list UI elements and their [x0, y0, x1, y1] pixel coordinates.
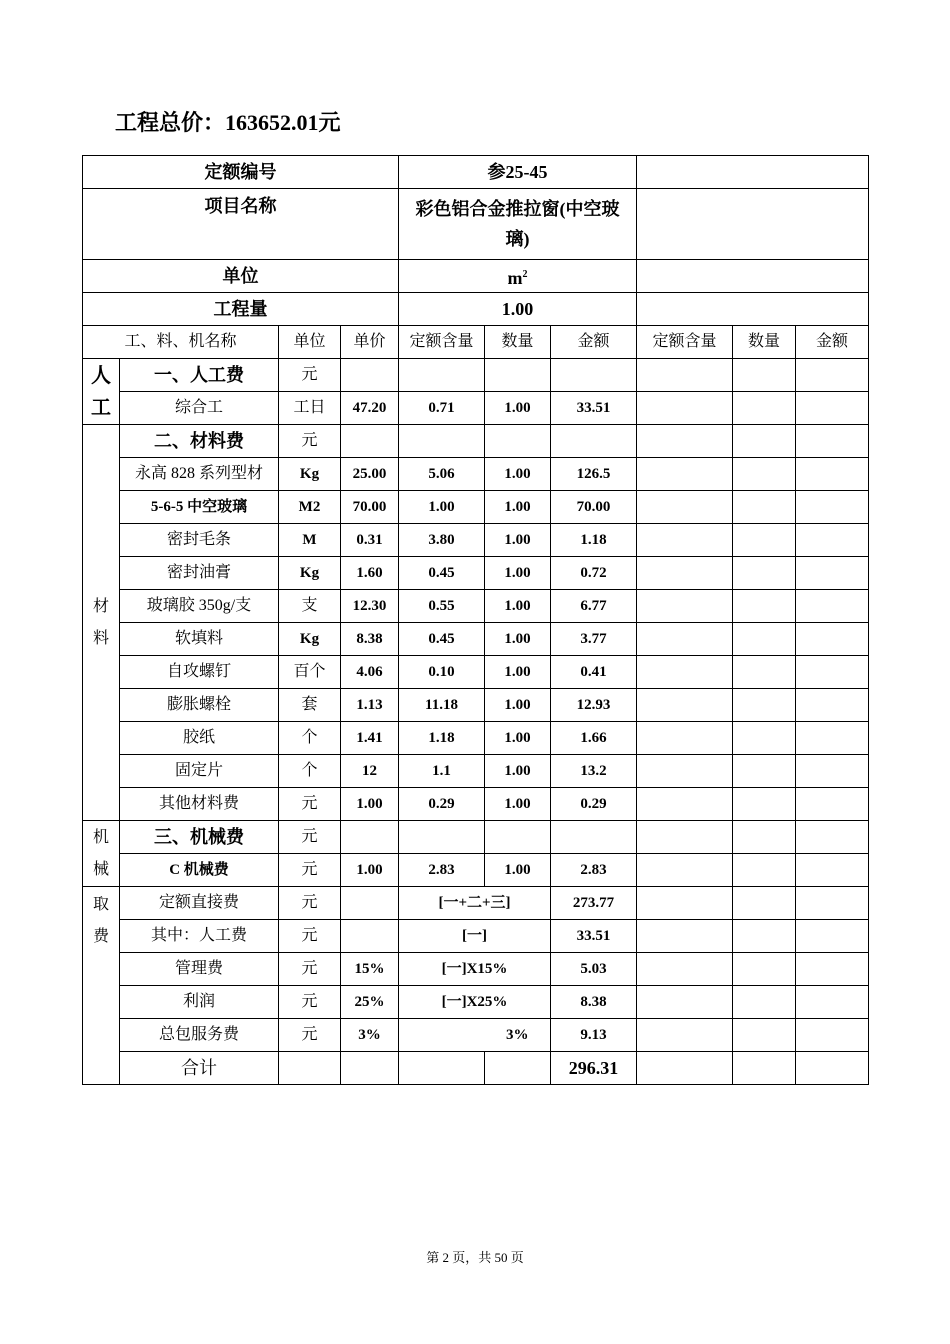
col-header-name: 工、料、机名称: [83, 326, 279, 359]
row-quota: 0.45: [399, 623, 485, 656]
quota-code-value: 参25-45: [399, 156, 637, 189]
row-name: 自攻螺钉: [120, 656, 279, 689]
row-qty: 1.00: [485, 458, 551, 491]
row-price: 12: [341, 755, 399, 788]
table-row: [83, 689, 869, 722]
table-row: [83, 887, 869, 920]
fees-side-2: 费: [92, 928, 109, 945]
row-price: 8.38: [341, 623, 399, 656]
total-unit: 元: [318, 111, 341, 136]
row-amount: 33.51: [551, 392, 637, 425]
table-row: [83, 458, 869, 491]
row-quota: 11.18: [399, 689, 485, 722]
total-amount: 163652.01: [225, 110, 319, 135]
row-price: 3%: [341, 1019, 399, 1052]
table-row: [83, 590, 869, 623]
row-unit: Kg: [279, 557, 341, 590]
row-quota: 1.00: [399, 491, 485, 524]
col-header-quota: 定额含量: [399, 326, 485, 359]
row-unit: 元: [279, 854, 341, 887]
row-amount: 8.38: [551, 986, 637, 1019]
item-name-row: [83, 189, 869, 260]
empty-cell: [637, 293, 869, 326]
machine-section-title: 三、机械费: [120, 821, 279, 854]
row-price: [341, 887, 399, 920]
row-name: 总包服务费: [120, 1019, 279, 1052]
table-row: [83, 656, 869, 689]
table-row: [83, 986, 869, 1019]
row-amount: 126.5: [551, 458, 637, 491]
row-name: 软填料: [120, 623, 279, 656]
row-unit: 元: [279, 1019, 341, 1052]
material-side-label: [83, 425, 120, 821]
row-amount: 0.72: [551, 557, 637, 590]
row-price: 1.13: [341, 689, 399, 722]
row-name: 固定片: [120, 755, 279, 788]
row-name: 综合工: [120, 392, 279, 425]
fees-side-label: [83, 887, 120, 1085]
row-name: 玻璃胶 350g/支: [120, 590, 279, 623]
table-row: [83, 788, 869, 821]
table-row: [83, 920, 869, 953]
row-amount: 6.77: [551, 590, 637, 623]
row-qty: 3%: [485, 1019, 551, 1052]
row-amount: 3.77: [551, 623, 637, 656]
row-price: 4.06: [341, 656, 399, 689]
row-amount: 33.51: [551, 920, 637, 953]
table-row: [83, 722, 869, 755]
unit-value-base: m: [507, 267, 523, 288]
machine-side-1: 机: [92, 828, 109, 846]
item-name-value: 彩色铝合金推拉窗(中空玻璃): [399, 189, 637, 260]
row-price: 25%: [341, 986, 399, 1019]
row-quota: 3.80: [399, 524, 485, 557]
row-name: C 机械费: [120, 854, 279, 887]
col-header-quota-2: 定额含量: [637, 326, 733, 359]
row-amount: 5.03: [551, 953, 637, 986]
machine-side-2: 械: [92, 860, 109, 878]
row-qty: 1.00: [485, 689, 551, 722]
row-unit: 元: [279, 986, 341, 1019]
col-header-amount-2: 金额: [796, 326, 869, 359]
row-quota: 0.45: [399, 557, 485, 590]
quota-code-label: 定额编号: [83, 156, 399, 189]
empty-cell: [637, 189, 869, 260]
row-amount: 0.41: [551, 656, 637, 689]
row-unit: 元: [279, 920, 341, 953]
row-quota: 1.1: [399, 755, 485, 788]
row-unit: 个: [279, 755, 341, 788]
row-qty: 1.00: [485, 557, 551, 590]
col-header-unit: 单位: [279, 326, 341, 359]
table-row: [83, 854, 869, 887]
row-formula: [一]X25%: [399, 986, 551, 1019]
row-price: 1.60: [341, 557, 399, 590]
table-row: [83, 623, 869, 656]
row-unit: 工日: [279, 392, 341, 425]
row-unit: 百个: [279, 656, 341, 689]
row-amount: 12.93: [551, 689, 637, 722]
labor-side-label: [83, 359, 120, 425]
row-name: 密封油膏: [120, 557, 279, 590]
fees-side-1: 取: [92, 896, 109, 913]
row-formula: [一]: [399, 920, 551, 953]
unit-label: 单位: [83, 260, 399, 293]
table-row: [83, 953, 869, 986]
row-name: 其他材料费: [120, 788, 279, 821]
row-formula: [一+二+三]: [399, 887, 551, 920]
row-unit: 元: [279, 788, 341, 821]
labor-side-2: 工: [91, 396, 111, 419]
column-header-row: [83, 326, 869, 359]
row-unit: 套: [279, 689, 341, 722]
table-row: [83, 557, 869, 590]
labor-section-title: 一、人工费: [120, 359, 279, 392]
row-qty: 1.00: [485, 854, 551, 887]
row-quota: 0.71: [399, 392, 485, 425]
machine-section-unit: 元: [279, 821, 341, 854]
row-name: 胶纸: [120, 722, 279, 755]
row-price: 70.00: [341, 491, 399, 524]
row-unit: 元: [279, 887, 341, 920]
row-name: 利润: [120, 986, 279, 1019]
row-name: 5-6-5 中空玻璃: [120, 491, 279, 524]
row-unit: 支: [279, 590, 341, 623]
empty-cell: [637, 156, 869, 189]
empty-cell: [637, 260, 869, 293]
table-row: [83, 524, 869, 557]
row-price: [341, 920, 399, 953]
unit-value: [399, 260, 637, 293]
row-qty: 1.00: [485, 524, 551, 557]
row-amount: 13.2: [551, 755, 637, 788]
col-header-price: 单价: [341, 326, 399, 359]
row-qty: 1.00: [485, 623, 551, 656]
row-amount: 70.00: [551, 491, 637, 524]
row-price: 1.00: [341, 854, 399, 887]
labor-section-row: [83, 359, 869, 392]
labor-section-unit: 元: [279, 359, 341, 392]
row-unit: M2: [279, 491, 341, 524]
row-quota: 0.29: [399, 788, 485, 821]
table-row: [83, 755, 869, 788]
labor-side-1: 人: [91, 364, 111, 387]
row-formula: [一]X15%: [399, 953, 551, 986]
total-label: 工程总价：: [115, 111, 226, 136]
quota-code-row: [83, 156, 869, 189]
row-name: 永高 828 系列型材: [120, 458, 279, 491]
row-price: 1.00: [341, 788, 399, 821]
material-section-row: [83, 425, 869, 458]
item-name-label: 项目名称: [83, 189, 399, 260]
row-price: 12.30: [341, 590, 399, 623]
row-qty: 1.00: [485, 590, 551, 623]
row-qty: 1.00: [485, 755, 551, 788]
row-quota: 2.83: [399, 854, 485, 887]
table-row: [83, 491, 869, 524]
row-name: 管理费: [120, 953, 279, 986]
machine-side-label: [83, 821, 120, 887]
material-side-2: 料: [92, 629, 109, 647]
row-name: 密封毛条: [120, 524, 279, 557]
row-quota: 5.06: [399, 458, 485, 491]
row-price: 25.00: [341, 458, 399, 491]
row-price: 15%: [341, 953, 399, 986]
material-section-unit: 元: [279, 425, 341, 458]
sum-row: [83, 1052, 869, 1085]
row-qty: 1.00: [485, 491, 551, 524]
unit-row: [83, 260, 869, 293]
row-quota: 1.18: [399, 722, 485, 755]
row-amount: 2.83: [551, 854, 637, 887]
page-footer: 第 2 页，共 50 页: [426, 1250, 524, 1265]
row-unit: Kg: [279, 458, 341, 491]
quantity-row: [83, 293, 869, 326]
row-unit: 个: [279, 722, 341, 755]
row-amount: 0.29: [551, 788, 637, 821]
row-price: 0.31: [341, 524, 399, 557]
col-header-amount: 金额: [551, 326, 637, 359]
row-qty: 1.00: [485, 722, 551, 755]
quota-table: [82, 155, 869, 1085]
table-row: [83, 1019, 869, 1052]
machine-section-row: [83, 821, 869, 854]
row-price: 1.41: [341, 722, 399, 755]
row-amount: 1.18: [551, 524, 637, 557]
row-qty: 1.00: [485, 392, 551, 425]
col-header-qty: 数量: [485, 326, 551, 359]
row-qty: 1.00: [485, 656, 551, 689]
row-name: 其中：人工费: [120, 920, 279, 953]
unit-value-sup: 2: [522, 268, 528, 280]
row-unit: Kg: [279, 623, 341, 656]
material-section-title: 二、材料费: [120, 425, 279, 458]
col-header-qty-2: 数量: [733, 326, 796, 359]
row-amount: 9.13: [551, 1019, 637, 1052]
row-qty: 1.00: [485, 788, 551, 821]
quantity-value: 1.00: [399, 293, 637, 326]
row-name: 定额直接费: [120, 887, 279, 920]
row-unit: M: [279, 524, 341, 557]
row-unit: 元: [279, 953, 341, 986]
sum-label: 合计: [120, 1052, 279, 1085]
sum-amount: 296.31: [551, 1052, 637, 1085]
project-total-price: [115, 106, 341, 137]
row-amount: 1.66: [551, 722, 637, 755]
quantity-label: 工程量: [83, 293, 399, 326]
material-side-1: 材: [92, 597, 109, 615]
row-quota: 0.10: [399, 656, 485, 689]
table-row: [83, 392, 869, 425]
row-name: 膨胀螺栓: [120, 689, 279, 722]
row-quota: 0.55: [399, 590, 485, 623]
row-price: 47.20: [341, 392, 399, 425]
row-amount: 273.77: [551, 887, 637, 920]
